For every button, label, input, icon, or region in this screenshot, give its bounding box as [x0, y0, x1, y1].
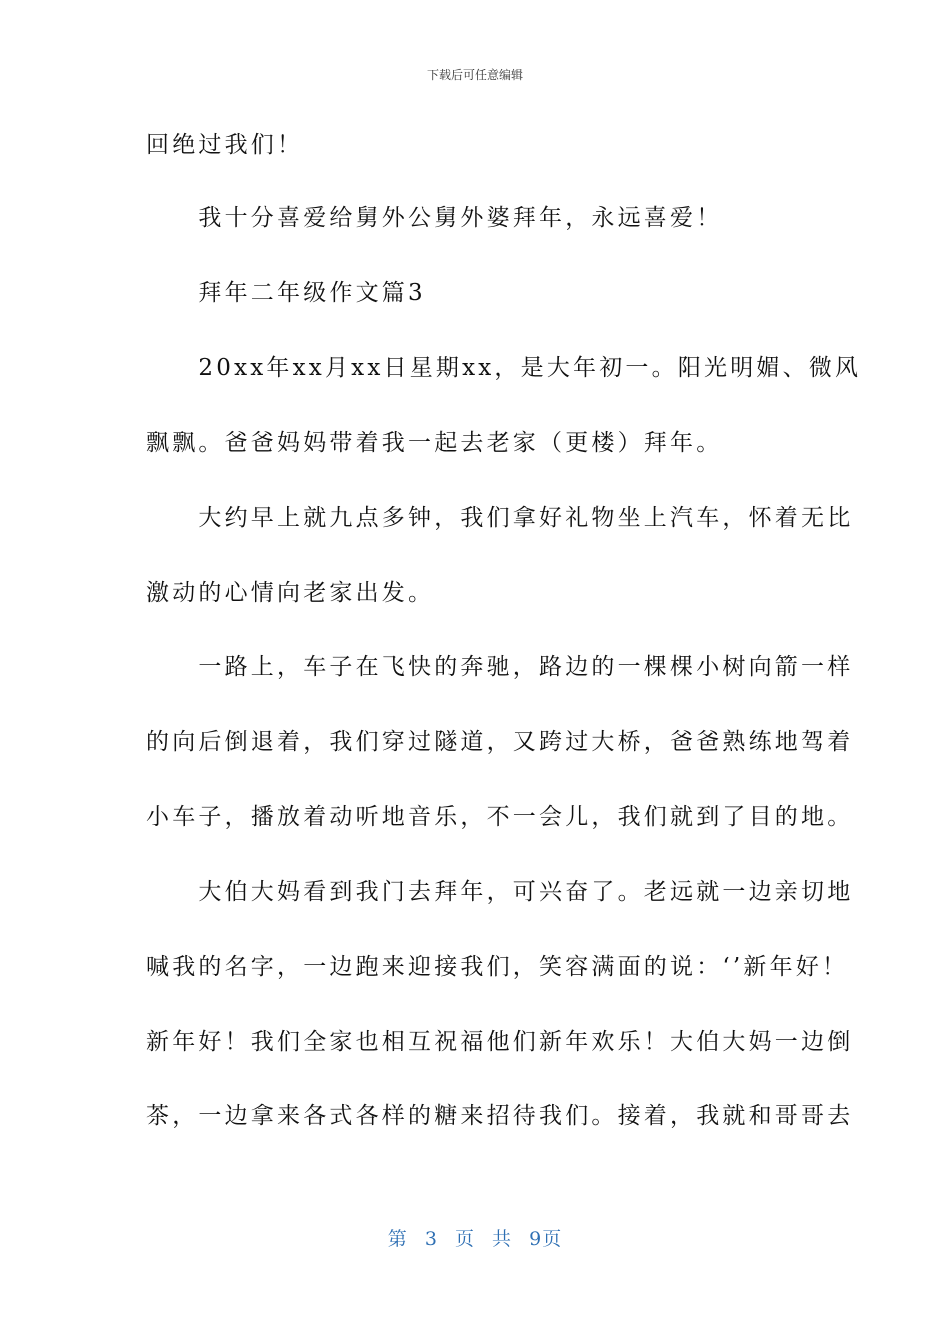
- footer-total-pages: 9页: [529, 1228, 563, 1250]
- text-line: 大伯大妈看到我门去拜年，可兴奋了。老远就一边亲切地: [146, 879, 854, 905]
- page-number-footer: [0, 1224, 950, 1251]
- text-line: 喊我的名字，一边跑来迎接我们，笑容满面的说：‘’新年好！: [146, 954, 849, 980]
- footer-total-word: 共: [492, 1228, 513, 1250]
- text-line: 我十分喜爱给舅外公舅外婆拜年，永远喜爱！: [146, 205, 723, 231]
- text-line: 大约早上就九点多钟，我们拿好礼物坐上汽车，怀着无比: [146, 505, 854, 531]
- text-line: 激动的心情向老家出发。: [146, 580, 435, 606]
- text-line: 拜年二年级作文篇3: [146, 280, 426, 306]
- text-line: 回绝过我们！: [146, 132, 304, 158]
- text-line: 茶，一边拿来各式各样的糖来招待我们。接着，我就和哥哥去: [146, 1103, 854, 1129]
- text-line: 一路上，车子在飞快的奔驰，路边的一棵棵小树向箭一样: [146, 654, 854, 680]
- footer-page-word: 页: [454, 1228, 475, 1250]
- text-line: 新年好！我们全家也相互祝福他们新年欢乐！大伯大妈一边倒: [146, 1029, 854, 1055]
- header-note: 下载后可任意编辑: [426, 68, 523, 82]
- text-line: 的向后倒退着，我们穿过隧道，又跨过大桥，爸爸熟练地驾着: [146, 729, 854, 755]
- text-line: 小车子，播放着动听地音乐，不一会儿，我们就到了目的地。: [146, 804, 854, 830]
- footer-prefix: 第: [387, 1228, 408, 1250]
- text-line: 飘飘。爸爸妈妈带着我一起去老家（更楼）拜年。: [146, 430, 723, 456]
- footer-page-number: 3: [424, 1228, 438, 1250]
- text-line: 20xx年xx月xx日星期xx，是大年初一。阳光明媚、微风: [146, 355, 862, 381]
